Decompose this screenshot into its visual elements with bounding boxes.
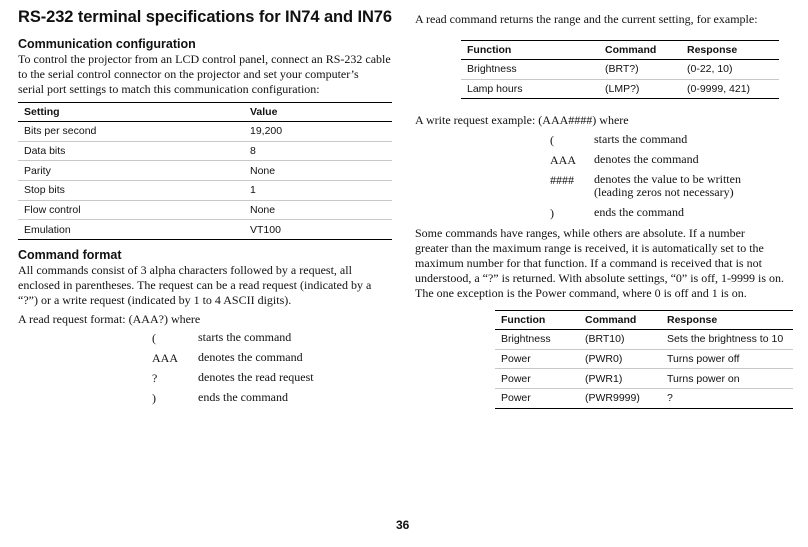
text-line: Some commands have ranges, while others are absolute. If a number	[415, 226, 745, 240]
table-cell: ?	[661, 389, 793, 409]
format-description: denotes the command	[198, 350, 303, 364]
text-line: “?”) or a write request (indicated by 1 to 4 ASCII digits).	[18, 293, 292, 307]
table-cell: Brightness	[495, 330, 579, 350]
table-header-row	[18, 103, 392, 122]
format-symbol: )	[550, 206, 554, 220]
table-cell: None	[244, 161, 392, 181]
table-cell: Power	[495, 389, 579, 409]
table-cell: Lamp hours	[461, 79, 599, 99]
format-symbol: (	[550, 133, 554, 147]
page-number: 36	[396, 518, 410, 532]
table-row	[461, 60, 779, 80]
command-format-intro	[18, 263, 398, 308]
table-cell: (0-9999, 421)	[681, 79, 779, 99]
table-cell: (BRT10)	[579, 330, 661, 350]
table-row	[495, 349, 793, 369]
table-row	[18, 141, 392, 161]
table-cell: (PWR1)	[579, 369, 661, 389]
table-cell: Power	[495, 349, 579, 369]
format-symbol: ####	[550, 173, 574, 187]
read-example-label: A read command returns the range and the current setting, for example:	[415, 12, 758, 26]
table-row	[18, 200, 392, 220]
table-header-row	[495, 311, 793, 330]
format-description: denotes the command	[594, 152, 699, 166]
table-cell: Sets the brightness to 10	[661, 330, 793, 350]
format-description-line: (leading zeros not necessary)	[594, 185, 734, 199]
table-cell: (PWR9999)	[579, 389, 661, 409]
column-header: Function	[495, 311, 579, 330]
communication-heading: Communication configuration	[18, 37, 196, 51]
format-symbol: AAA	[152, 351, 178, 365]
format-description: denotes the read request	[198, 370, 314, 384]
table-row	[495, 389, 793, 409]
read-example-table	[461, 40, 779, 99]
table-cell: 1	[244, 181, 392, 201]
table-row	[495, 369, 793, 389]
text-line: enclosed in parentheses. The request can be a read request (indicated by a	[18, 278, 372, 292]
table-row	[495, 330, 793, 350]
table-cell: (0-22, 10)	[681, 60, 779, 80]
table-cell: 8	[244, 141, 392, 161]
text-line: To control the projector from an LCD control panel, connect an RS-232 cable	[18, 52, 391, 66]
table-header-row	[461, 41, 779, 60]
write-example-list	[550, 133, 790, 223]
table-row	[18, 220, 392, 240]
text-line: All commands consist of 3 alpha characters followed by a request, all	[18, 263, 352, 277]
table-cell: (LMP?)	[599, 79, 681, 99]
table-cell: None	[244, 200, 392, 220]
format-symbol: (	[152, 331, 156, 345]
page-title: RS-232 terminal specifications for IN74 and IN76	[18, 8, 392, 26]
format-description: starts the command	[198, 330, 292, 344]
format-symbol: )	[152, 391, 156, 405]
table-cell: Turns power on	[661, 369, 793, 389]
command-format-heading: Command format	[18, 248, 122, 262]
table-cell: Brightness	[461, 60, 599, 80]
table-cell: 19,200	[244, 122, 392, 142]
read-format-label: A read request format: (AAA?) where	[18, 312, 201, 326]
table-cell: Bits per second	[18, 122, 244, 142]
table-cell: Emulation	[18, 220, 244, 240]
communication-intro	[18, 52, 398, 97]
column-header: Setting	[18, 103, 244, 122]
ranges-paragraph	[415, 226, 800, 301]
write-example-table	[495, 310, 793, 409]
column-header: Response	[661, 311, 793, 330]
text-line: understood, a “?” is returned. With absolute settings, “0” is off, 1-9999 is on.	[415, 271, 784, 285]
table-row	[18, 181, 392, 201]
column-header: Response	[681, 41, 779, 60]
text-line: The one exception is the Power command, where 0 is off and 1 is on.	[415, 286, 747, 300]
table-cell: Data bits	[18, 141, 244, 161]
text-line: serial port settings to match this communication configuration:	[18, 82, 320, 96]
column-header: Command	[599, 41, 681, 60]
text-line: to the serial control connector on the projector and set your computer’s	[18, 67, 359, 81]
format-description: ends the command	[594, 205, 684, 219]
table-row	[461, 79, 779, 99]
table-cell: Parity	[18, 161, 244, 181]
table-cell: Power	[495, 369, 579, 389]
table-cell: Turns power off	[661, 349, 793, 369]
format-description-line: denotes the value to be written	[594, 172, 741, 186]
communication-table	[18, 102, 392, 240]
column-header: Function	[461, 41, 599, 60]
text-line: greater than the maximum range is received, it is automatically set to the	[415, 241, 764, 255]
table-row	[18, 161, 392, 181]
column-header: Command	[579, 311, 661, 330]
write-example-label: A write request example: (AAA####) where	[415, 113, 629, 127]
table-cell: (BRT?)	[599, 60, 681, 80]
text-line: maximum number for that function. If a command is received that is not	[415, 256, 762, 270]
format-description: ends the command	[198, 390, 288, 404]
table-cell: Flow control	[18, 200, 244, 220]
format-symbol: ?	[152, 371, 158, 385]
table-row	[18, 122, 392, 142]
column-header: Value	[244, 103, 392, 122]
table-cell: Stop bits	[18, 181, 244, 201]
format-description	[594, 173, 741, 199]
read-format-list	[152, 331, 392, 411]
format-description: starts the command	[594, 132, 688, 146]
table-cell: VT100	[244, 220, 392, 240]
table-cell: (PWR0)	[579, 349, 661, 369]
format-symbol: AAA	[550, 153, 576, 167]
